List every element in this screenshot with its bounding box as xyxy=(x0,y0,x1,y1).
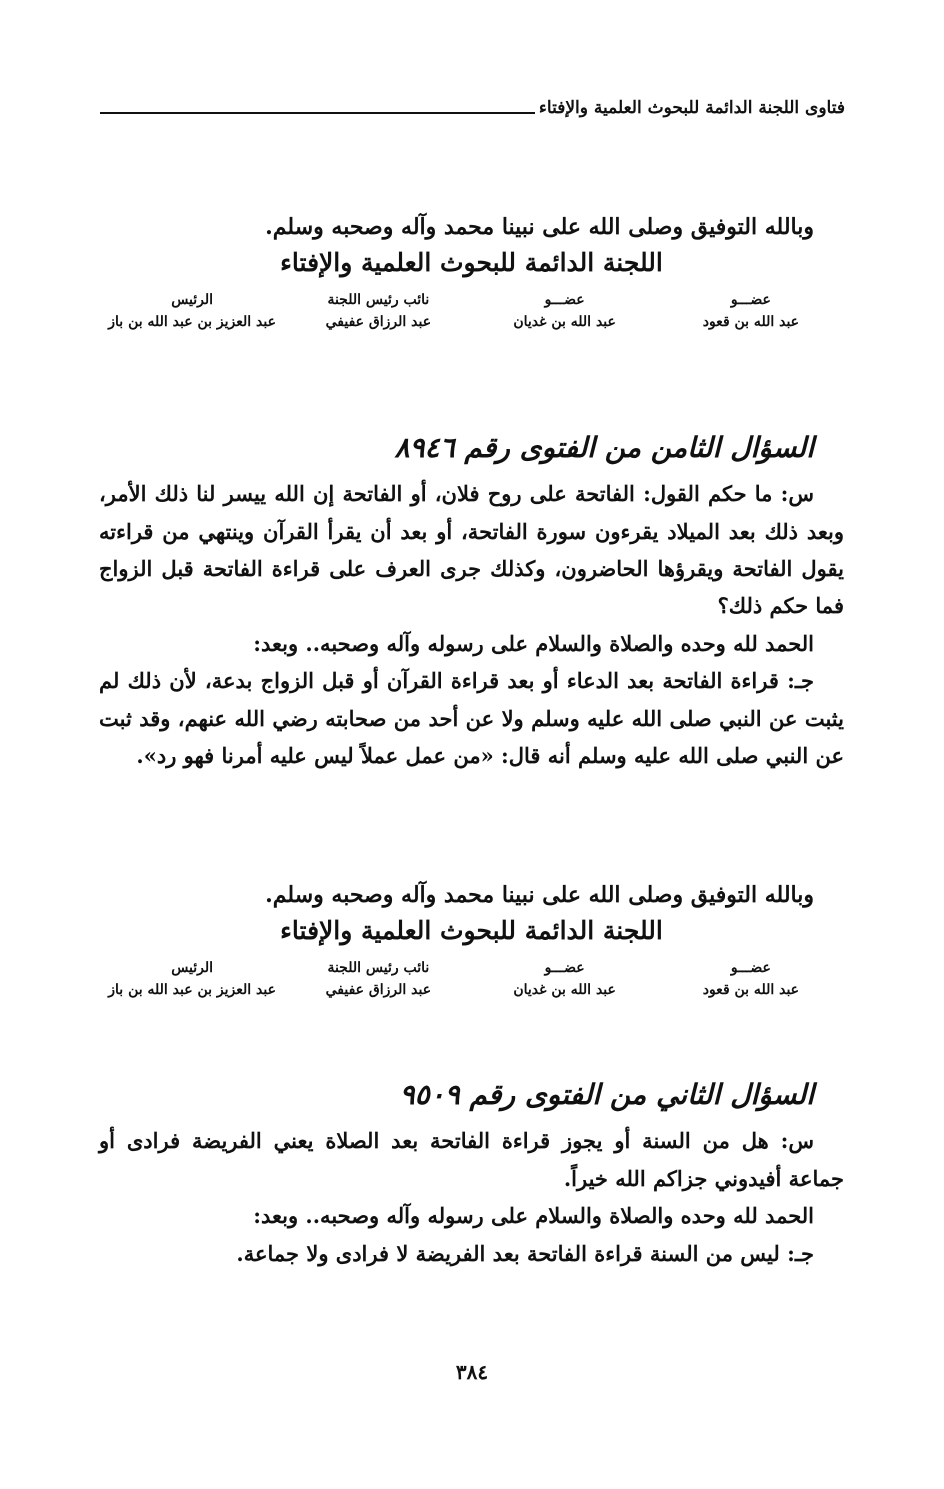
signature xyxy=(99,289,285,334)
signature-name: عبد العزيز بن عبد الله بن باز xyxy=(108,314,276,331)
question-paragraph xyxy=(99,475,844,625)
signature xyxy=(472,957,658,1002)
question-paragraph xyxy=(99,1122,844,1197)
signature-name: عبد الله بن غديان xyxy=(513,314,616,331)
praise-text: الحمد لله وحده والصلاة والسلام على رسوله وآله وصحبه.. وبعد: xyxy=(253,1202,814,1228)
header-rule xyxy=(100,112,535,114)
question-title: السؤال الثامن من الفتوى رقم ٨٩٤٦ xyxy=(394,431,814,464)
question-block-8 xyxy=(99,428,844,775)
praise-text: الحمد لله وحده والصلاة والسلام على رسوله وآله وصحبه.. وبعد: xyxy=(253,630,814,656)
question-label: س: xyxy=(780,481,815,507)
question-label: س: xyxy=(780,1128,814,1154)
answer-label: جـ: xyxy=(787,668,815,694)
signature xyxy=(99,957,285,1002)
signature-role: الرئيس xyxy=(171,291,214,308)
question-text: ما حكم القول: الفاتحة على روح فلان، أو الفاتحة إن الله ييسر لنا ذلك الأمر، وبعد ذلك بعد الميلاد يقرءون سورة الفاتحة، أو بعد أن يقرأ القرآن وينتهي من قراءته يقول الفاتحة ويقرؤها الحاضرون، وكذلك جرى العرف على قراءة الفاتحة قبل الزواج فما حكم ذلك؟ xyxy=(99,481,844,619)
signature-role: عضـــو xyxy=(544,959,585,976)
answer-label: جـ: xyxy=(787,1240,814,1266)
signatures-row xyxy=(99,289,844,334)
signature-role: الرئيس xyxy=(171,959,214,976)
signature-name: عبد الرزاق عفيفي xyxy=(325,314,432,331)
signature-role: عضـــو xyxy=(730,959,771,976)
signature xyxy=(658,289,844,334)
signature xyxy=(472,289,658,334)
signature xyxy=(285,289,471,334)
header-title: فتاوى اللجنة الدائمة للبحوث العلمية والإفتاء xyxy=(538,98,845,118)
signatures-row xyxy=(99,957,844,1002)
signature-role: نائب رئيس اللجنة xyxy=(327,291,430,308)
signature-name: عبد الرزاق عفيفي xyxy=(325,982,432,999)
committee-name: اللجنة الدائمة للبحوث العلمية والإفتاء xyxy=(280,915,663,945)
answer-paragraph xyxy=(99,1235,844,1272)
signature xyxy=(658,957,844,1002)
signature-name: عبد الله بن قعود xyxy=(702,982,800,999)
committee-name: اللجنة الدائمة للبحوث العلمية والإفتاء xyxy=(280,247,663,277)
signature-role: نائب رئيس اللجنة xyxy=(327,959,430,976)
page-number: ٣٨٤ xyxy=(455,1360,489,1384)
signature-name: عبد الله بن قعود xyxy=(702,314,800,331)
answer-text: ليس من السنة قراءة الفاتحة بعد الفريضة لا فرادى ولا جماعة. xyxy=(236,1240,780,1266)
signature-role: عضـــو xyxy=(730,291,771,308)
running-header xyxy=(100,98,845,118)
answer-text: قراءة الفاتحة بعد الدعاء أو بعد قراءة القرآن أو قبل الزواج بدعة، لأن ذلك لم يثبت عن النبي صلى الله عليه وسلم ولا عن أحد من صحابته رضي الله عنهم، وقد ثبت عن النبي صلى الله عليه وسلم أنه قال: «من عمل عملاً ليس عليه أمرنا فهو رد». xyxy=(99,668,844,769)
question-text: هل من السنة أو يجوز قراءة الفاتحة بعد الصلاة يعني الفريضة فرادى أو جماعة أفيدوني جزاكم الله خيراً. xyxy=(99,1128,844,1191)
signature xyxy=(285,957,471,1002)
signature-role: عضـــو xyxy=(544,291,585,308)
question-block-2 xyxy=(99,1075,844,1272)
answer-paragraph xyxy=(99,662,844,774)
signature-name: عبد الله بن غديان xyxy=(513,982,616,999)
closing-text: وبالله التوفيق وصلى الله على نبينا محمد وآله وصحبه وسلم. xyxy=(265,214,814,240)
closing-block-2 xyxy=(99,880,844,1002)
closing-text: وبالله التوفيق وصلى الله على نبينا محمد وآله وصحبه وسلم. xyxy=(265,882,814,908)
closing-block-1 xyxy=(99,212,844,334)
question-title: السؤال الثاني من الفتوى رقم ٩٥٠٩ xyxy=(399,1078,814,1111)
signature-name: عبد العزيز بن عبد الله بن باز xyxy=(108,982,276,999)
